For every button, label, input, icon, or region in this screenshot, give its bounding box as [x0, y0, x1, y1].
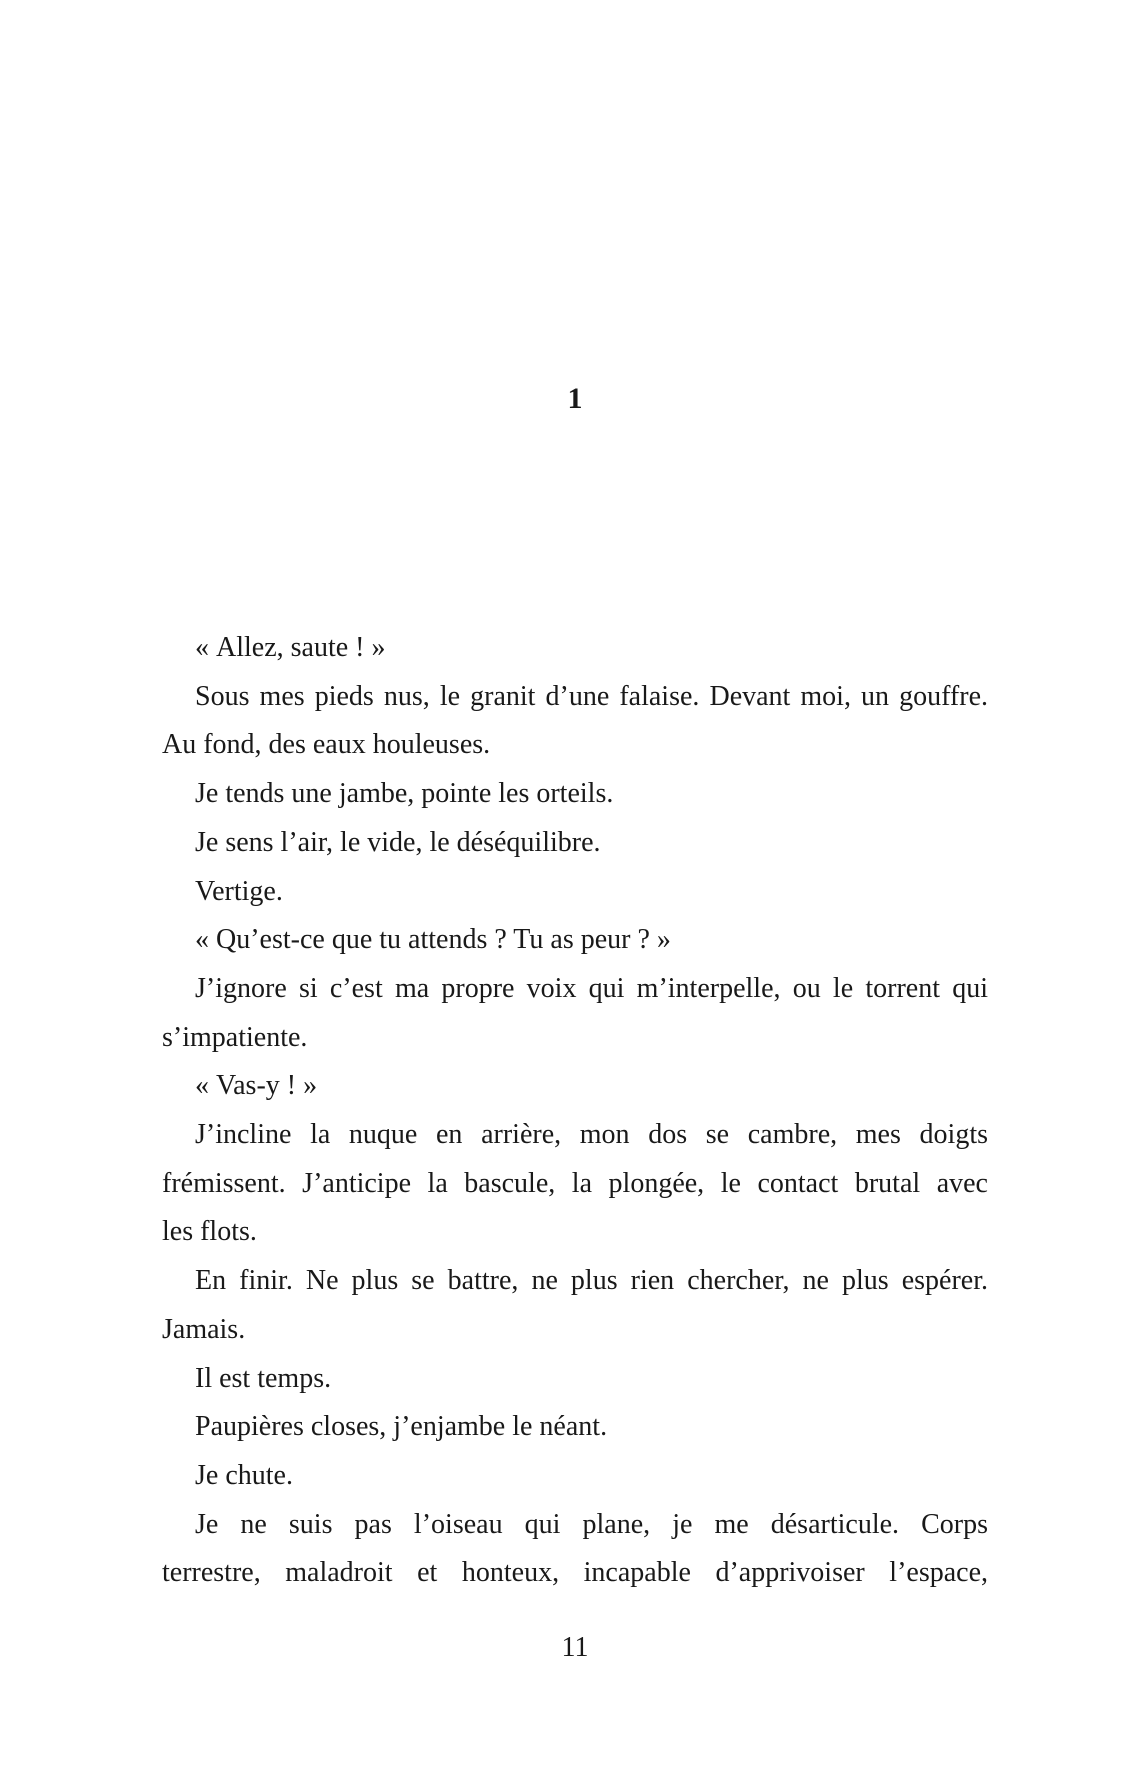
body-line: Au fond, des eaux houleuses.	[162, 729, 491, 761]
chapter-number: 1	[567, 382, 583, 415]
body-line: s’impatiente.	[162, 1021, 308, 1053]
body-line: Sous mes pieds nus, le granit d’une falaise. Devant moi, un gouffre.	[195, 680, 988, 712]
body-line: En finir. Ne plus se battre, ne plus rien chercher, ne plus espérer.	[195, 1265, 988, 1297]
body-line: Paupières closes, j’enjambe le néant.	[195, 1411, 608, 1443]
body-line: J’incline la nuque en arrière, mon dos se cambre, mes doigts	[195, 1119, 988, 1151]
body-line: J’ignore si c’est ma propre voix qui m’interpelle, ou le torrent qui	[195, 972, 988, 1004]
body-text	[162, 624, 988, 1598]
body-line: Je sens l’air, le vide, le déséquilibre.	[195, 826, 601, 858]
body-line: Je ne suis pas l’oiseau qui plane, je me désarticule. Corps	[195, 1508, 988, 1540]
body-line: « Allez, saute ! »	[195, 632, 386, 663]
body-line: Jamais.	[162, 1313, 246, 1345]
body-line: « Vas-y ! »	[195, 1070, 318, 1102]
body-line: Vertige.	[195, 875, 283, 907]
body-line: frémissent. J’anticipe la bascule, la plongée, le contact brutal avec	[162, 1167, 988, 1199]
body-line: Je tends une jambe, pointe les orteils.	[195, 778, 614, 810]
body-line: Il est temps.	[195, 1362, 332, 1394]
body-line: terrestre, maladroit et honteux, incapable d’apprivoiser l’espace,	[162, 1557, 988, 1589]
body-line: les flots.	[162, 1216, 257, 1248]
body-line: Je chute.	[195, 1459, 293, 1491]
body-line: « Qu’est-ce que tu attends ? Tu as peur ? »	[195, 924, 671, 956]
page-number: 11	[561, 1632, 589, 1663]
